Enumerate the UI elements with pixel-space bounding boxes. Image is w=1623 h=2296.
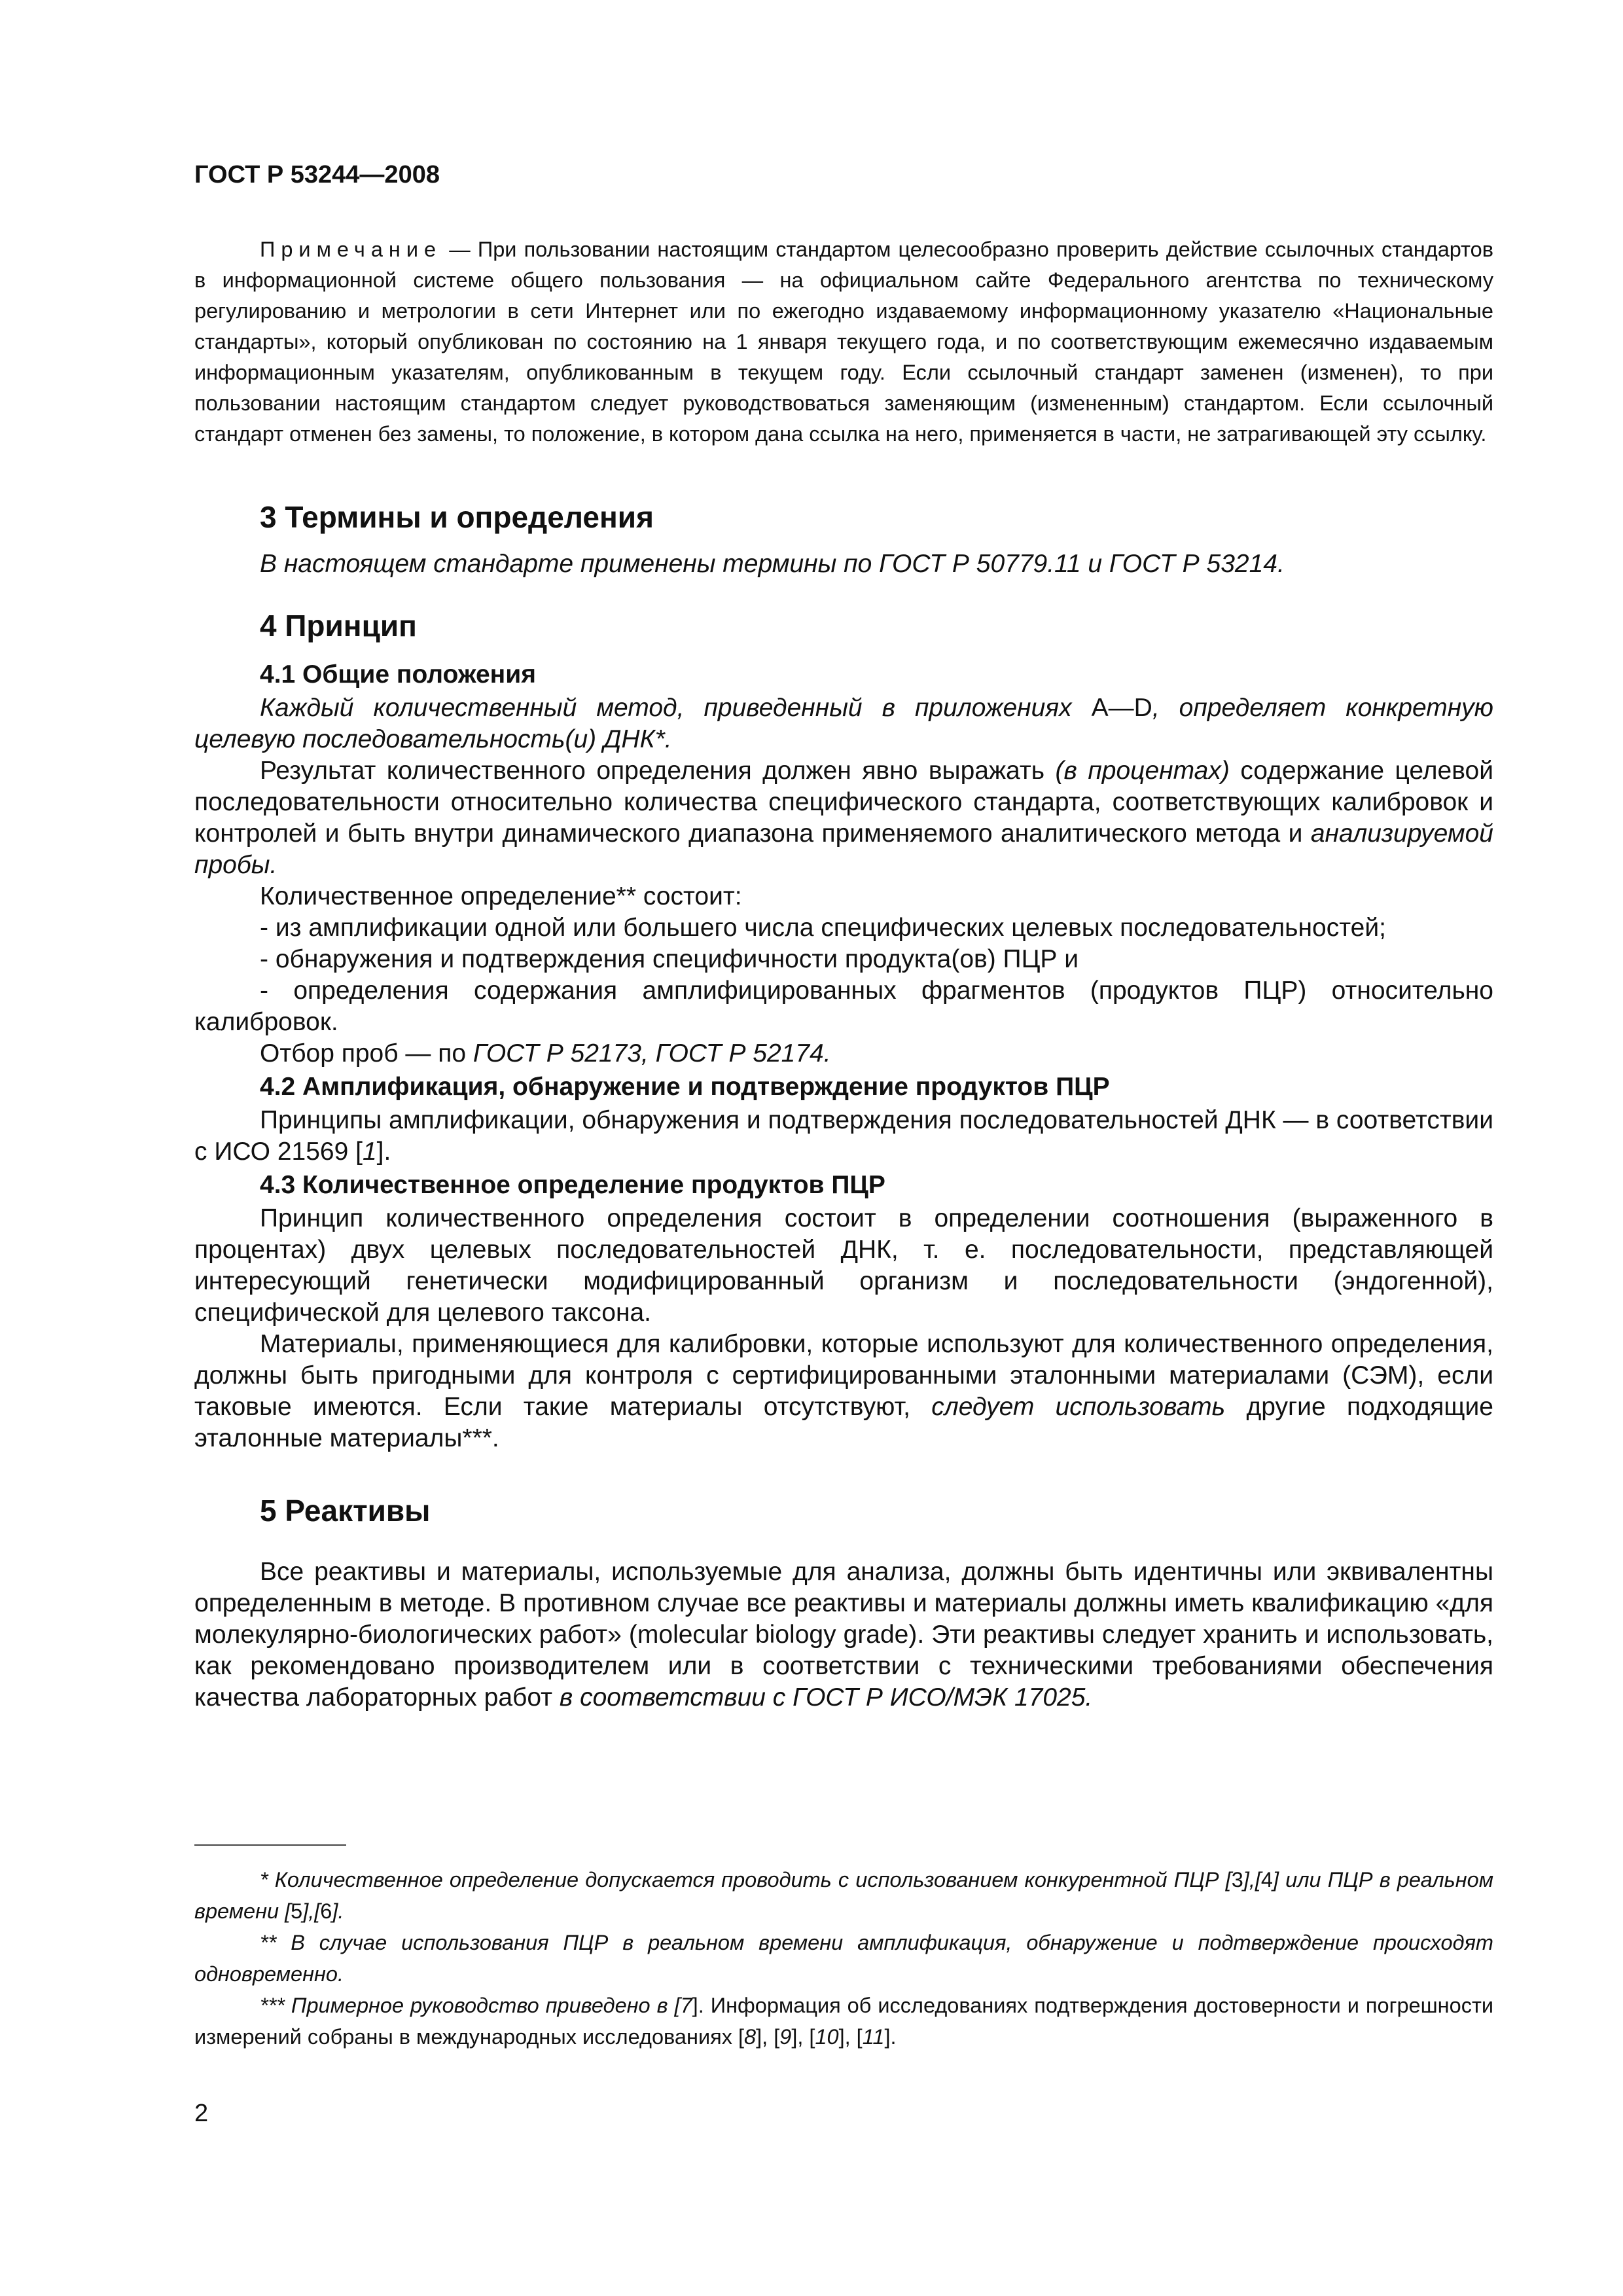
text-regular: другие подходящие эталонные материалы***. — [194, 1393, 1493, 1452]
reference-number: 3 — [1231, 1868, 1243, 1892]
section-4-1-paragraph-1 — [194, 692, 1493, 755]
section-4-2-paragraph — [194, 1105, 1493, 1168]
section-4-1-paragraph-3: Количественное определение** состоит: — [260, 882, 742, 910]
footnote-2 — [194, 1927, 1493, 1990]
text-regular: Отбор проб — по — [260, 1039, 473, 1067]
footnote-1 — [194, 1864, 1493, 1927]
note-paragraph — [194, 234, 1493, 450]
text-italic: (в процентах) — [1055, 757, 1230, 785]
reference-number: 11 — [862, 2025, 885, 2049]
text-italic: Каждый количественный метод, приведенный в приложениях — [260, 694, 1092, 722]
text-italic: в соответствии с ГОСТ Р ИСО/МЭК 17025. — [559, 1683, 1093, 1712]
section-3-text-italic: В настоящем стандарте применены термины по ГОСТ Р 50779.11 и ГОСТ Р 53214. — [260, 550, 1285, 578]
section-4-3-paragraph-2 — [194, 1329, 1493, 1454]
text-regular: Все реактивы и материалы, используемые для анализа, должны быть идентичны или эквивалентны определенным в методе. В противном случае все реактивы и материалы должны иметь квалификацию «для молекулярно-биологических работ» (molecular biology grade). Эти реактивы следует хранить и использовать, как рекомендовано производителем или в соответствии с техническими требованиями обеспечения качества лабораторных работ — [194, 1558, 1493, 1712]
text-italic: ],[ — [1243, 1868, 1261, 1892]
footnotes — [194, 1864, 1493, 2053]
section-4-1-title: 4.1 Общие положения — [260, 660, 536, 689]
text-regular: Материалы, применяющиеся для калибровки, которые используют для количественного определения, должны быть пригодными для контроля с сертифицированными эталонными материалами (СЭМ), если таковые имеются. Если такие материалы отсутствуют, — [194, 1330, 1493, 1421]
reference-number: 9 — [779, 2025, 792, 2049]
section-4-1-paragraph-2 — [194, 755, 1493, 881]
list-item: - из амплификации одной или большего числа специфических целевых последовательностей; — [260, 914, 1386, 942]
note-text: — При пользовании настоящим стандартом целесообразно проверить действие ссылочных стандартов в информационной системе общего пользования — на официальном сайте Федерального агентства по техническому регулированию и метрологии в сети Интернет или по ежегодно издаваемому информационному указателю «Национальные стандарты», который опубликован по состоянию на 1 января текущего года, и по соответствующим ежемесячно издаваемым информационным указателям, опубликованным в текущем году. Если ссылочный стандарт заменен (изменен), то при пользовании настоящим стандартом следует руководствоваться заменяющим (измененным) стандартом. Если ссылочный стандарт отменен без замены, то положение, в котором дана ссылка на него, применяется в части, не затрагивающей эту ссылку. — [194, 238, 1493, 446]
main-content — [194, 497, 1493, 1713]
section-4-title: 4 Принцип — [260, 609, 417, 643]
text-italic: ] или ПЦР в реальном времени [ — [194, 1868, 1493, 1923]
text-regular: ]. — [376, 1138, 391, 1166]
text-italic: ],[ — [302, 1899, 321, 1923]
text-italic: , определяет конкретную целевую последовательность(и) ДНК*. — [194, 694, 1493, 753]
text-regular: ], [ — [791, 2025, 815, 2049]
section-4-1-sampling — [194, 1038, 1493, 1069]
text-regular: содержание целевой последовательности относительно количества специфического стандарта, соответствующих калибровок и контролей и быть внутри динамического диапазона применяемого аналитического метода и — [194, 757, 1494, 848]
reference-number: 10 — [815, 2025, 839, 2049]
text-regular: ], [ — [838, 2025, 863, 2049]
text-italic: *** Примерное руководство приведено в [ — [260, 1994, 681, 2017]
section-5-title: 5 Реактивы — [260, 1494, 431, 1528]
text-regular: Результат количественного определения должен явно выражать — [260, 757, 1056, 785]
reference-number: 8 — [744, 2025, 757, 2049]
text-italic: анализируемой пробы. — [194, 819, 1493, 879]
text-italic: ** В случае использования ПЦР в реальном времени амплификация, обнаружение и подтверждение происходят одновременно. — [194, 1931, 1493, 1986]
section-4-3-paragraph-1: Принцип количественного определения состоит в определении соотношения (выраженного в процентах) двух целевых последовательностей ДНК, т. е. последовательности, представляющей интересующий генетически модифицированный организм и последовательности (эндогенной), специфической для целевого таксона. — [194, 1204, 1493, 1327]
text-regular: Принципы амплификации, обнаружения и подтверждения последовательностей ДНК — в соответствии с ИСО 21569 [ — [194, 1106, 1493, 1166]
page-number: 2 — [194, 2100, 209, 2127]
reference-note — [194, 234, 1493, 450]
note-label: Примечание — [260, 238, 442, 261]
section-3-text — [194, 548, 1493, 580]
section-4-2-title: 4.2 Амплификация, обнаружение и подтверждение продуктов ПЦР — [260, 1073, 1110, 1101]
text-italic: ГОСТ Р 52173, ГОСТ Р 52174. — [473, 1039, 831, 1067]
text-italic: * Количественное определение допускается проводить с использованием конкурентной ПЦР [ — [260, 1868, 1232, 1892]
reference-number: 4 — [1260, 1868, 1273, 1892]
reference-number: 6 — [320, 1899, 332, 1923]
text-regular: ], [ — [756, 2025, 780, 2049]
list-item: - обнаружения и подтверждения специфичности продукта(ов) ПЦР и — [260, 945, 1079, 973]
footnote-separator — [194, 1844, 346, 1846]
text-italic: следует использовать — [931, 1393, 1226, 1421]
section-5-paragraph — [194, 1556, 1493, 1713]
document-header: ГОСТ Р 53244—2008 — [194, 161, 440, 188]
section-4-3-title: 4.3 Количественное определение продуктов ПЦР — [260, 1171, 885, 1199]
text-italic: ]. — [332, 1899, 344, 1923]
reference-number: 7 — [680, 1994, 692, 2017]
text-regular: А—D — [1091, 694, 1152, 722]
list-item: - определения содержания амплифицированных фрагментов (продуктов ПЦР) относительно калибровок. — [194, 977, 1493, 1036]
text-regular: ]. Информация об исследованиях подтверждения достоверности и погрешности измерений собраны в международных исследованиях [ — [194, 1994, 1493, 2049]
reference-number: 1 — [362, 1138, 377, 1166]
reference-number: 5 — [291, 1899, 303, 1923]
text-regular: ]. — [884, 2025, 897, 2049]
footnote-3 — [194, 1990, 1493, 2053]
section-3-title: 3 Термины и определения — [260, 500, 654, 534]
